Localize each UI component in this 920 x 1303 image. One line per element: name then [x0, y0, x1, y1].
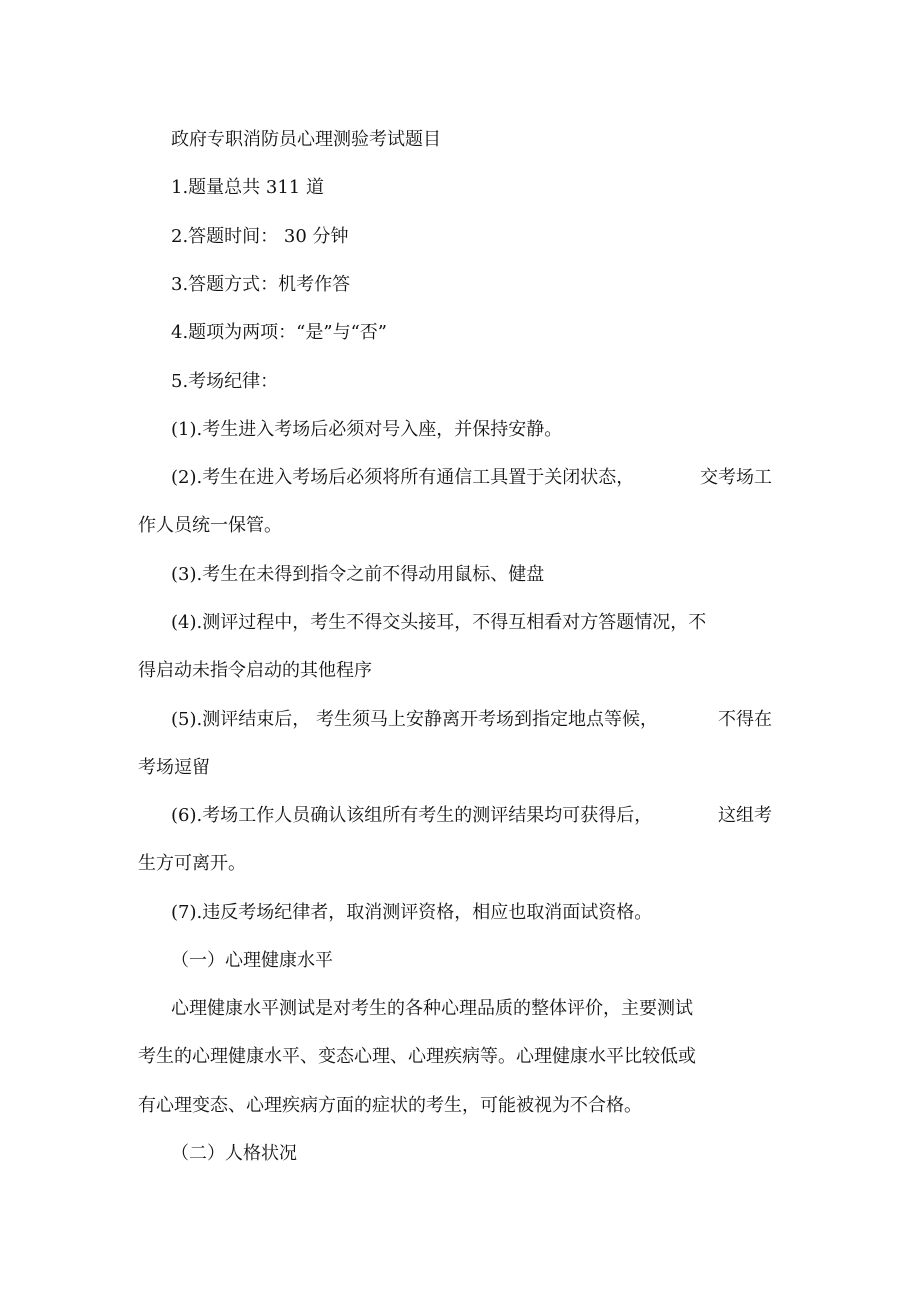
rule-7: (7).违反考场纪律者，取消测评资格，相应也取消面试资格。	[171, 902, 653, 923]
rule-6-continuation: 生方可离开。	[138, 853, 246, 874]
rule-5-part2: 不得在	[718, 709, 772, 730]
rule-5-part1: (5).测评结束后， 考生须马上安静离开考场到指定地点等候，	[171, 709, 658, 730]
rule-2-part1: (2).考生在进入考场后必须将所有通信工具置于关闭状态，	[171, 467, 635, 488]
rule-6-part2: 这组考	[718, 805, 772, 826]
rule-6-part1: (6).考场工作人员确认该组所有考生的测评结果均可获得后，	[171, 805, 653, 826]
rule-2-part2: 交考场工	[700, 467, 772, 488]
document-title: 政府专职消防员心理测验考试题目	[171, 129, 441, 150]
section-2-heading: （二）人格状况	[171, 1143, 297, 1164]
item-answer-time: 2.答题时间： 30 分钟	[171, 226, 349, 247]
section-1-heading: （一）心理健康水平	[171, 950, 333, 971]
item-exam-rules: 5.考场纪律：	[171, 371, 279, 392]
section-1-line-1: 心理健康水平测试是对考生的各种心理品质的整体评价，主要测试	[171, 998, 693, 1019]
item-question-count: 1.题量总共 311 道	[171, 177, 324, 198]
rule-3: (3).考生在未得到指令之前不得动用鼠标、健盘	[171, 564, 545, 585]
section-1-line-3: 有心理变态、心理疾病方面的症状的考生，可能被视为不合格。	[138, 1095, 642, 1116]
section-1-line-2: 考生的心理健康水平、变态心理、心理疾病等。心理健康水平比较低或	[138, 1046, 696, 1067]
rule-1: (1).考生进入考场后必须对号入座，并保持安静。	[171, 419, 563, 440]
rule-4: (4).测评过程中，考生不得交头接耳，不得互相看对方答题情况，不	[171, 612, 707, 633]
item-answer-method: 3.答题方式：机考作答	[171, 274, 351, 295]
item-answer-options: 4.题项为两项：“是”与“否”	[171, 322, 387, 343]
rule-4-continuation: 得启动未指令启动的其他程序	[138, 660, 372, 681]
rule-2-continuation: 作人员统一保管。	[138, 515, 282, 536]
rule-5-continuation: 考场逗留	[138, 757, 210, 778]
